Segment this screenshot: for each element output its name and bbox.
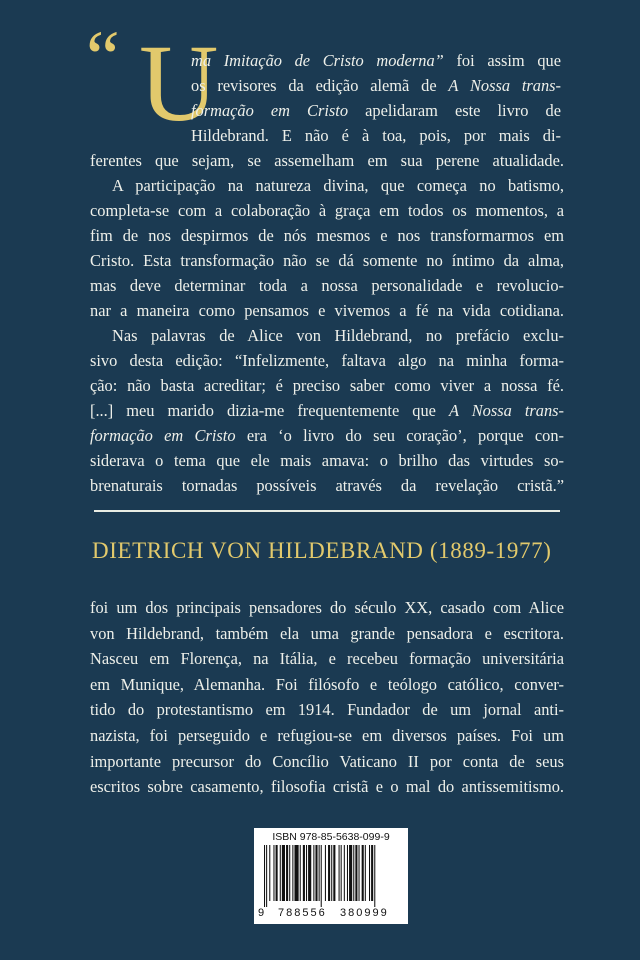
barcode-bar (349, 845, 352, 901)
bio-line: foi um dos principais pensadores do século XX, casado com Alice (90, 598, 564, 617)
author-heading: DIETRICH VON HILDEBRAND (1889-1977) (92, 538, 552, 563)
barcode-bar (276, 845, 278, 901)
barcode-bar (282, 845, 285, 901)
text-line: ção: não basta acreditar; é preciso saber como viver a nossa fé. (90, 376, 564, 395)
barcode-bar (355, 845, 357, 901)
barcode-bar (273, 845, 274, 901)
text-line: brenaturais tornadas possíveis através da revelação cristã.” (90, 476, 564, 495)
barcode-bar (365, 845, 366, 901)
barcode-bar (321, 845, 322, 907)
intro-line: formação em Cristo apelidaram este livro de (191, 101, 561, 120)
barcode-bar (339, 845, 340, 901)
barcode-bar (306, 845, 307, 901)
barcode-bars (264, 845, 398, 907)
text-line: sivo desta edição: “Infelizmente, faltava algo na minha forma- (90, 351, 564, 370)
bio-line: tido do protestantismo em 1914. Fundador de um jornal anti- (90, 700, 564, 720)
barcode-bar (341, 845, 342, 901)
intro-line: Hildebrand. E não é à toa, pois, por mais di- (191, 126, 561, 145)
text-line: [...] meu marido dizia-me frequentemente que A Nossa trans- (90, 401, 565, 420)
barcode-bar (280, 845, 281, 901)
paragraph-3 (90, 323, 564, 498)
text-line: mas deve determinar toda a nossa personalidade e revolucio- (90, 276, 564, 295)
barcode-bar (328, 845, 330, 901)
barcode-bar (303, 845, 305, 901)
isbn-barcode (254, 828, 408, 924)
barcode-bar (344, 845, 345, 901)
bio-line: escritos sobre casamento, filosofia cristã e o mal do antissemitismo. (90, 777, 564, 797)
barcode-bar (371, 845, 373, 901)
bio-line: Nasceu em Florença, na Itália, e recebeu formação universitária (90, 649, 564, 669)
bio-line: von Hildebrand, também ela uma grande pensadora e escritora. (90, 623, 564, 643)
barcode-bar (374, 845, 375, 907)
barcode-bar (264, 845, 265, 907)
drop-cap: U (139, 22, 219, 144)
barcode-bar (362, 845, 364, 901)
bio-line: importante precursor do Concílio Vaticano II por conta de seus (90, 751, 564, 771)
barcode-bar (300, 845, 301, 901)
text-line: fim de nos despirmos de nós mesmos e nos transformarmos em (90, 226, 564, 245)
opening-quote-mark: “ (86, 16, 120, 100)
barcode-bar (359, 845, 360, 901)
intro-line: ferentes que sejam, se assemelham em sua perene atualidade. (90, 151, 564, 170)
text-line: nar a maneira como pensamos e vivemos a fé na vida cotidiana. (90, 301, 564, 320)
barcode-bar (269, 845, 270, 901)
barcode-bar (353, 845, 354, 901)
author-bio (90, 595, 564, 800)
text-line: siderava o tema que ele mais amava: o brilho das virtudes so- (90, 451, 564, 470)
intro-line: os revisores da edição alemã de A Nossa trans- (191, 76, 561, 95)
intro-last-line-wrap (90, 148, 564, 173)
text-line: Nas palavras de Alice von Hildebrand, no prefácio exclu- (112, 326, 564, 345)
intro-line: ma Imitação de Cristo moderna” foi assim que (191, 51, 561, 70)
bio-line: nazista, foi perseguido e refugiou-se em diversos países. Foi um (90, 725, 564, 745)
paragraph-2 (90, 173, 564, 323)
isbn-label: ISBN 978-85-5638-099-9 (272, 831, 390, 843)
bio-line: em Munique, Alemanha. Foi filósofo e teólogo católico, conver- (90, 674, 564, 694)
barcode-bar (325, 845, 326, 901)
barcode-bar (292, 845, 293, 901)
section-divider (94, 510, 560, 512)
barcode-bar (333, 845, 335, 901)
barcode-bar (289, 845, 290, 901)
barcode-bar (286, 845, 288, 901)
barcode-bar (315, 845, 317, 901)
text-line: A participação na natureza divina, que começa no batismo, (112, 176, 564, 195)
barcode-digits-left: 788556 (278, 907, 327, 919)
barcode-bar (313, 845, 314, 901)
text-line: Cristo. Esta transformação não se dá somente no íntimo da alma, (90, 251, 564, 270)
text-line: formação em Cristo era ‘o livro do seu coração’, porque con- (90, 426, 564, 445)
barcode-bar (308, 845, 311, 901)
barcode-bar (369, 845, 370, 901)
barcode-bar (266, 845, 267, 907)
barcode-digits-right: 380999 (340, 907, 389, 919)
barcode-bar (294, 845, 298, 901)
barcode-bar (331, 845, 332, 901)
text-line: completa-se com a colaboração à graça em todos os momentos, a (90, 201, 564, 220)
barcode-digit-first: 9 (258, 907, 265, 919)
barcode-bar (319, 845, 320, 901)
barcode-bar (347, 845, 348, 901)
